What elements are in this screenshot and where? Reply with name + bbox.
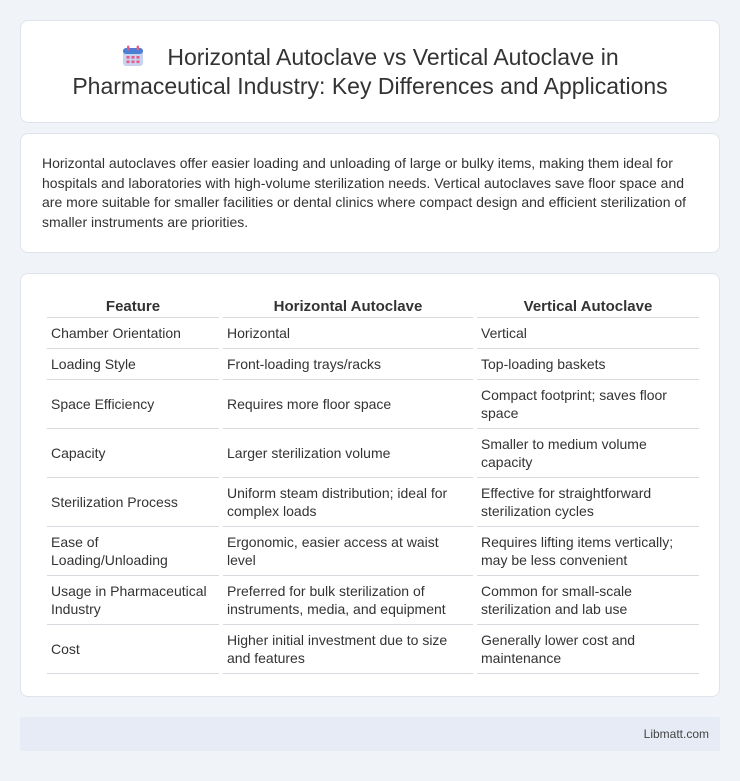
table-row (47, 429, 699, 478)
cell-feature: Cost (47, 625, 219, 674)
header-horizontal: Horizontal Autoclave (223, 296, 473, 318)
cell-feature: Loading Style (47, 349, 219, 380)
title-line-1: Horizontal Autoclave vs Vertical Autoclave in (167, 44, 619, 70)
cell-horizontal: Higher initial investment due to size and features (223, 625, 473, 674)
title-line-2: Pharmaceutical Industry: Key Differences and Applications (72, 73, 668, 99)
table-row (47, 318, 699, 349)
table-row (47, 625, 699, 674)
cell-vertical: Effective for straightforward sterilization cycles (477, 478, 699, 527)
cell-vertical: Common for small-scale sterilization and lab use (477, 576, 699, 625)
page-title (21, 43, 719, 101)
cell-vertical: Compact footprint; saves floor space (477, 380, 699, 429)
cell-horizontal: Preferred for bulk sterilization of instruments, media, and equipment (223, 576, 473, 625)
table-header-row (47, 296, 699, 318)
cell-feature: Ease of Loading/Unloading (47, 527, 219, 576)
comparison-card (20, 273, 720, 697)
footer-brand-link[interactable]: Libmatt.com (643, 727, 709, 741)
cell-feature: Space Efficiency (47, 380, 219, 429)
summary-text: Horizontal autoclaves offer easier loading and unloading of large or bulky items, making them ideal for hospitals and laboratories with high-volume sterilization needs. Vertical autoclaves save floor space and are more suitable for smaller facilities or dental clinics where compact design and efficient sterilization of smaller instruments are priorities. (42, 155, 687, 230)
header-feature: Feature (47, 296, 219, 318)
comparison-table (43, 296, 703, 674)
cell-horizontal: Ergonomic, easier access at waist level (223, 527, 473, 576)
table-row (47, 349, 699, 380)
cell-horizontal: Requires more floor space (223, 380, 473, 429)
cell-vertical: Generally lower cost and maintenance (477, 625, 699, 674)
cell-feature: Sterilization Process (47, 478, 219, 527)
table-row (47, 527, 699, 576)
calendar-icon (121, 44, 145, 68)
cell-feature: Capacity (47, 429, 219, 478)
header-vertical: Vertical Autoclave (477, 296, 699, 318)
cell-vertical: Smaller to medium volume capacity (477, 429, 699, 478)
cell-horizontal: Larger sterilization volume (223, 429, 473, 478)
cell-vertical: Vertical (477, 318, 699, 349)
cell-horizontal: Uniform steam distribution; ideal for complex loads (223, 478, 473, 527)
table-row (47, 478, 699, 527)
summary-card (20, 133, 720, 253)
footer (20, 717, 720, 751)
table-row (47, 576, 699, 625)
cell-feature: Chamber Orientation (47, 318, 219, 349)
title-card (20, 20, 720, 123)
cell-horizontal: Horizontal (223, 318, 473, 349)
cell-horizontal: Front-loading trays/racks (223, 349, 473, 380)
cell-feature: Usage in Pharmaceutical Industry (47, 576, 219, 625)
cell-vertical: Top-loading baskets (477, 349, 699, 380)
table-row (47, 380, 699, 429)
cell-vertical: Requires lifting items vertically; may be less convenient (477, 527, 699, 576)
